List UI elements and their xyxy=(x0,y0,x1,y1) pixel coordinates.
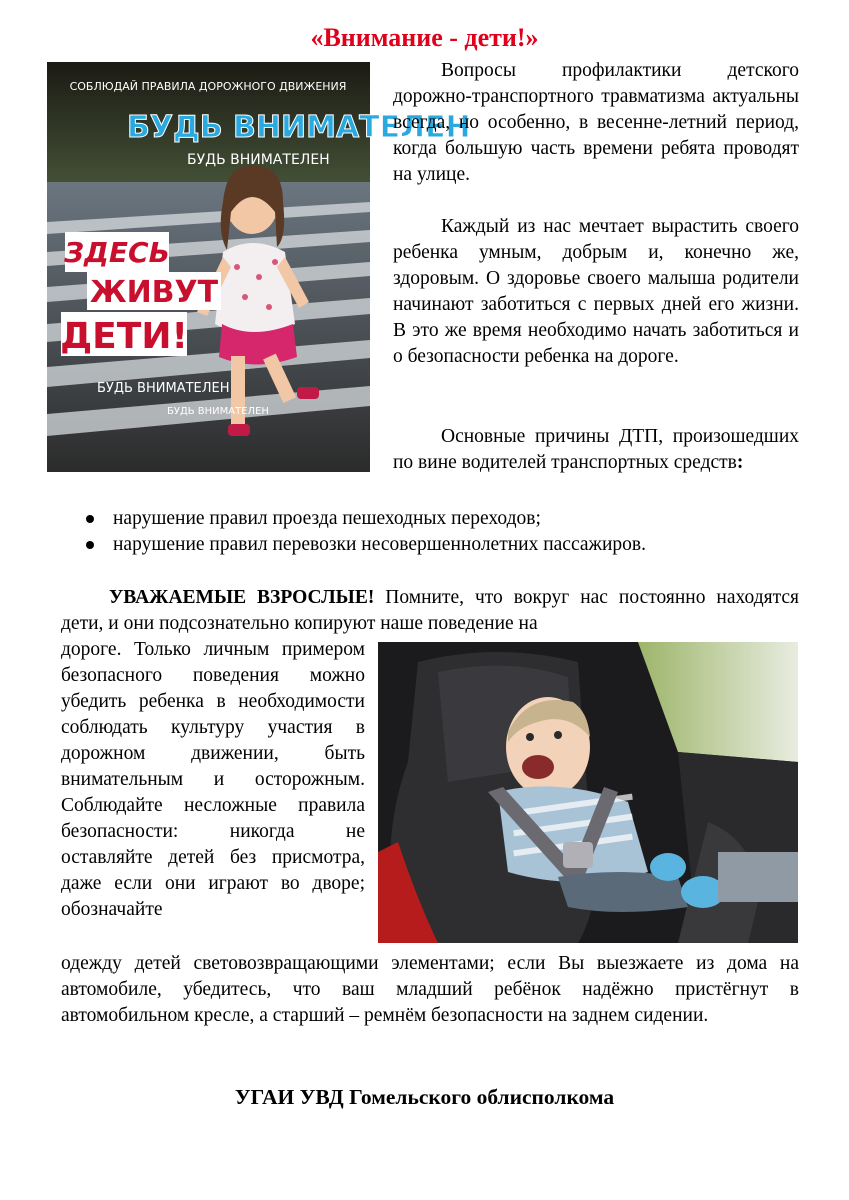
safety-poster-image xyxy=(47,62,471,472)
paragraph-health: Каждый из нас мечтает вырастить своего ребенка умным, добрым и, конечно же, здоровым. О здоровье своего малыша родители начинают заботиться с первых дней его жизни. В это же время необходимо начать заботиться и о безопасности ребенка на дороге. xyxy=(393,216,799,367)
causes-text: Основные причины ДТП, произошедших по вине водителей транспортных средств xyxy=(393,426,799,473)
poster-top-caption: СОБЛЮДАЙ ПРАВИЛА ДОРОЖНОГО ДВИЖЕНИЯ xyxy=(69,80,347,93)
bullet-icon xyxy=(86,541,94,549)
adults-text: Помните, что вокруг нас постоянно находятся дети, и они подсознательно копируют наше поведение на xyxy=(61,587,799,634)
paragraph-causes xyxy=(393,424,799,476)
paragraph-example: дороге. Только личным примером безопасного поведения можно убедить ребенка в необходимости соблюдать культуру участия в дорожном движении, быть внимательным и осторожным. Соблюдайте несложные правила безопасности: никогда не оставляйте детей без присмотра, даже если они играют во дворе; обозначайте xyxy=(61,639,365,920)
causes-list xyxy=(80,506,800,558)
poster-word-zhivut: ЖИВУТ xyxy=(89,275,219,310)
bullet-icon xyxy=(86,515,94,523)
paragraph-adults xyxy=(61,585,799,637)
list-item xyxy=(80,506,800,532)
list-item-text: нарушение правил проезда пешеходных переходов; xyxy=(113,508,541,529)
list-item xyxy=(80,532,800,558)
causes-colon: : xyxy=(736,452,744,473)
footer-signature: УГАИ УВД Гомельского облисполкома xyxy=(234,1085,615,1109)
adults-lead: УВАЖАЕМЫЕ ВЗРОСЛЫЕ! xyxy=(109,587,375,608)
poster-word-zdes: ЗДЕСЬ xyxy=(64,236,170,269)
page-title: «Внимание - дети!» xyxy=(310,23,539,52)
paragraph-safety: одежду детей световозвращающими элементами; если Вы выезжаете из дома на автомобиле, убедитесь, что ваш младший ребёнок надёжно пристёгнут в автомобильном кресле, а старший – ремнём безопасности на заднем сидении. xyxy=(61,953,799,1026)
poster-headline: БУДЬ ВНИМАТЕЛЕН xyxy=(127,110,471,145)
child-car-seat-photo xyxy=(378,642,798,943)
list-item-text: нарушение правил перевозки несовершеннолетних пассажиров. xyxy=(113,534,647,555)
poster-subline: БУДЬ ВНИМАТЕЛЕН xyxy=(187,152,330,168)
poster-word-deti: ДЕТИ! xyxy=(60,316,188,357)
poster-bottom-line-2: БУДЬ ВНИМАТЕЛЕН xyxy=(167,406,269,417)
paragraph-intro: Вопросы профилактики детского дорожно-транспортного травматизма актуальны всегда, но особенно, в весенне-летний период, когда большую часть времени ребята проводят на улице. xyxy=(393,60,799,185)
poster-bottom-line-1: БУДЬ ВНИМАТЕЛЕН xyxy=(97,381,230,396)
